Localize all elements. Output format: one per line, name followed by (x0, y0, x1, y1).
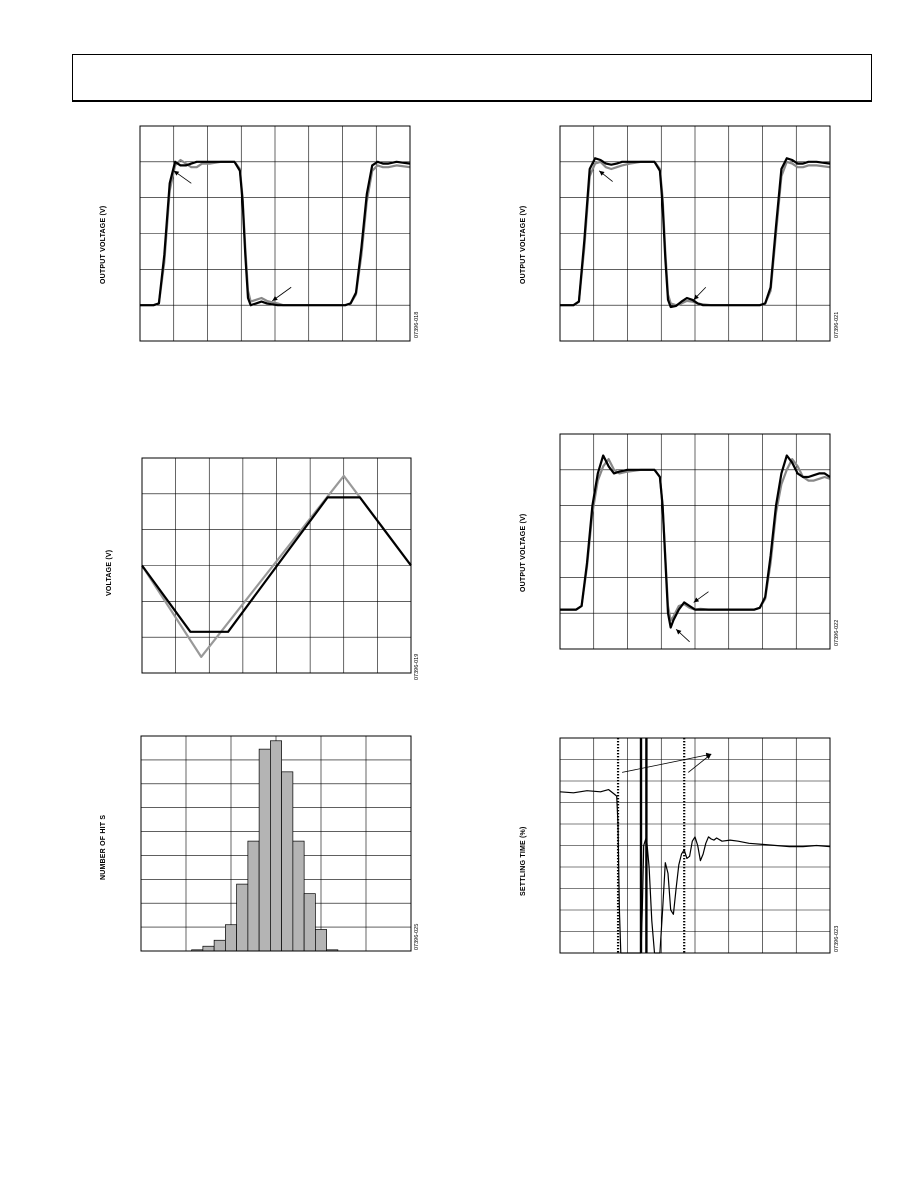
annotation-arrowhead (174, 171, 179, 176)
histogram-bar (248, 841, 259, 951)
chart-plot (516, 120, 856, 360)
chart-plot (96, 120, 436, 360)
figure-id: 07396-018 (414, 311, 420, 338)
y-axis-label: VOLTAGE (V) (106, 549, 113, 596)
figure-id: 07396-019 (414, 653, 420, 680)
y-axis-label: SETTLING TIME (%) (520, 826, 527, 896)
annotation-arrowhead (599, 171, 604, 176)
y-axis-label: NUMBER OF HIT S (100, 814, 107, 880)
histogram-bar (203, 946, 214, 951)
annotation-arrowhead (694, 598, 699, 603)
histogram-bar (282, 772, 293, 951)
y-axis-label: OUTPUT VOLTAGE (V) (520, 513, 527, 592)
figure-settling-time (516, 730, 856, 970)
chart-plot (96, 452, 436, 692)
annotation-arrowhead (272, 296, 277, 301)
figure-output-voltage-2 (516, 120, 856, 360)
histogram-bar (225, 925, 236, 951)
annotation-line (622, 754, 711, 772)
chart-plot (516, 730, 856, 970)
histogram-bar (304, 894, 315, 951)
histogram-bar (214, 940, 225, 951)
histogram-bar (259, 749, 270, 951)
chart-plot (516, 428, 856, 668)
histogram-bar (237, 884, 248, 951)
figure-id: 07396-023 (834, 925, 840, 952)
figure-id: 07396-021 (834, 311, 840, 338)
histogram-bar (293, 841, 304, 951)
histogram-bar (315, 930, 326, 952)
y-axis-label: OUTPUT VOLTAGE (V) (100, 205, 107, 284)
page-header-box (72, 54, 872, 102)
figure-id: 07396-025 (414, 923, 420, 950)
figure-histogram (96, 730, 436, 970)
figure-output-voltage-3 (516, 428, 856, 668)
figure-output-voltage-1 (96, 120, 436, 360)
histogram-bar (270, 741, 281, 951)
figure-voltage (96, 452, 436, 692)
figure-id: 07396-022 (834, 619, 840, 646)
chart-plot (96, 730, 436, 970)
y-axis-label: OUTPUT VOLTAGE (V) (520, 205, 527, 284)
